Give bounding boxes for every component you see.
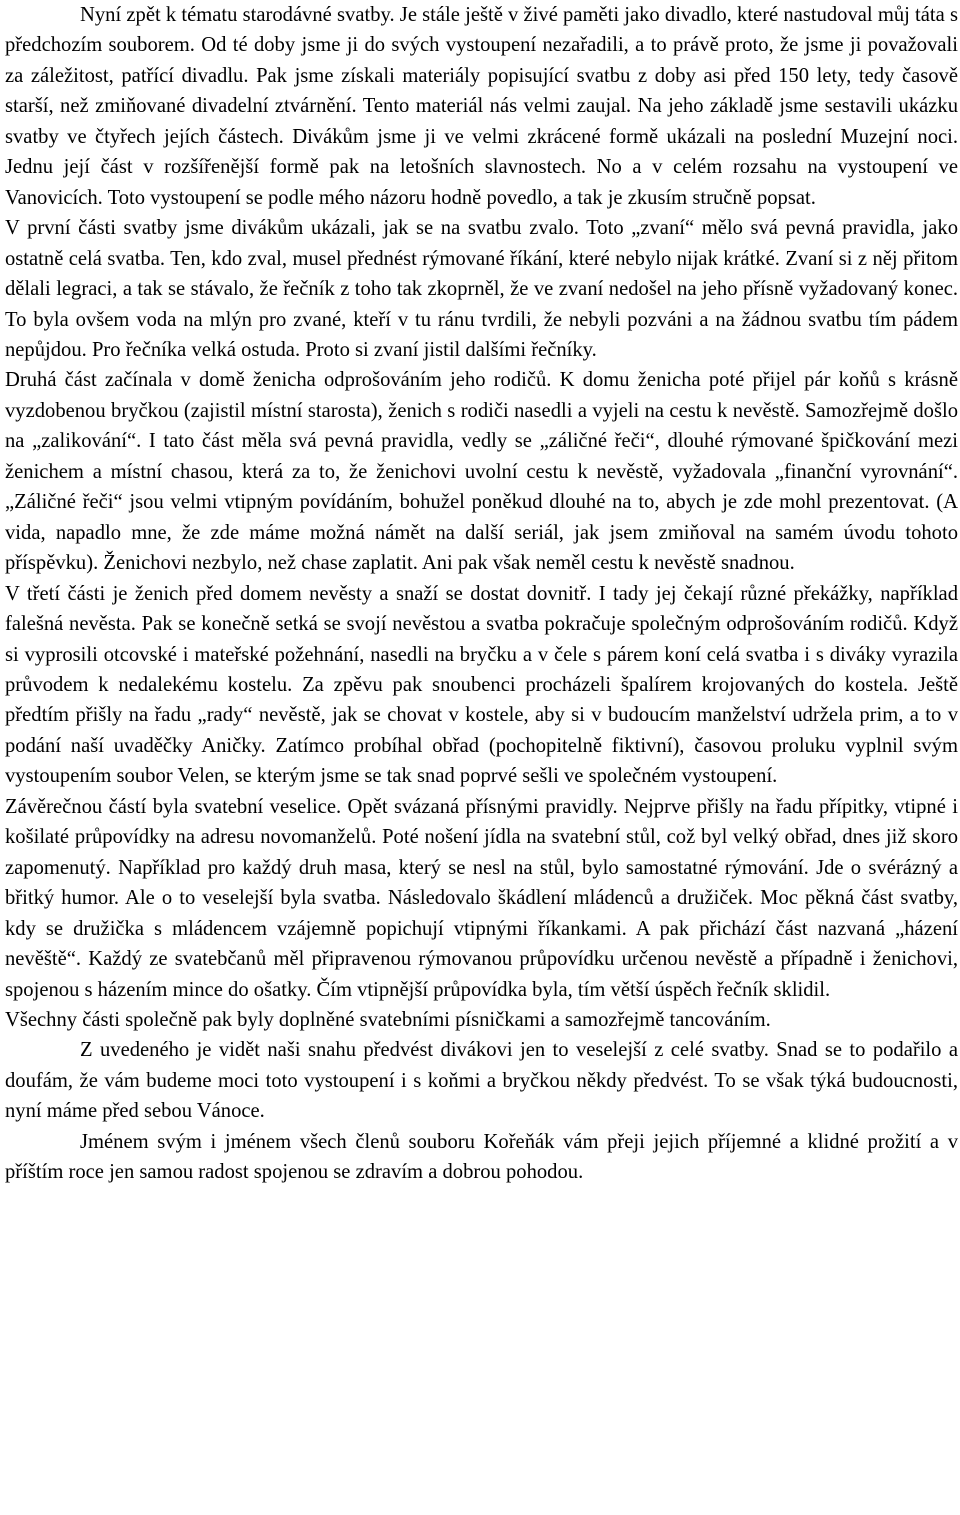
paragraph-part-four: Závěrečnou částí byla svatební veselice. Opět svázaná přísnými pravidly. Nejprve přišly na řadu přípitky, vtipné i košilaté průpovídky na adresu novomanželů. Poté nošení jídla na svatební stůl, což byl velký obřad, dnes již skoro zapomenutý. Například pro každý druh masa, který se nesl na stůl, bylo samostatné rýmování. Jde o svérázný a břitký humor. Ale o to veselejší byla svatba. Následovalo škádlení mládenců a družiček. Moc pěkná část svatby, kdy se družička s mládencem vzájemně popichují vtipnými říkankami. A pak přichází část nazvaná „házení nevěště“. Každý ze svatebčanů měl připravenou rýmovanou průpovídku určenou nevěstě a případně i ženichovi, spojenou s házením mince do ošatky. Čím vtipnější průpovídka byla, tím větší úspěch řečník sklidil. <box>5 795 958 1001</box>
paragraph-part-one: V první části svatby jsme divákům ukázali, jak se na svatbu zvalo. Toto „zvaní“ mělo svá pevná pravidla, jako ostatně celá svatba. Ten, kdo zval, musel přednést rýmované říkání, které nebylo nijak krátké. Zvaní si z něj přitom dělali legraci, a tak se stávalo, že řečník z toho tak zkoprněl, že ve zvaní nedošel na jeho přísně vyžadovaný konec. To byla ovšem voda na mlýn pro zvané, kteří v tu ránu tvrdili, že nebyli pozváni a na žádnou svatbu tím pádem nepůjdou. Pro řečníka velká ostuda. Proto si zvaní jistil dalšími řečníky. <box>5 217 958 361</box>
paragraph-part-three: V třetí části je ženich před domem nevěsty a snaží se dostat dovnitř. I tady jej čekají různé překážky, například falešná nevěsta. Pak se konečně setká se svojí nevěstou a svatba pokračuje společným odprošováním rodičů. Když si vyprosili otcovské i mateřské požehnání, nasedli na bryčku a v čele s párem koní celá svatba i s diváky vyrazila průvodem k nedalekému kostelu. Za zpěvu pak snoubenci procházeli špalírem krojovaných do kostela. Ještě předtím přišly na řadu „rady“ nevěstě, jak se chovat v kostele, aby si v budoucím manželství udržela prim, a to v podání naší uvaděčky Aničky. Zatímco probíhal obřad (pochopitelně fiktivní), časovou proluku vyplnil svým vystoupením soubor Velen, se kterým jsme se tak snad poprvé sešli ve společném vystoupení. <box>5 582 958 788</box>
paragraph-conclusion: Z uvedeného je vidět naši snahu předvést divákovi jen to veselejší z celé svatby. Snad se to podařilo a doufám, že vám budeme moci toto vystoupení i s koňmi a bryčkou někdy předvést. To se však týká budoucnosti, nyní máme před sebou Vánoce. <box>5 1039 958 1123</box>
paragraph-intro: Nyní zpět k tématu starodávné svatby. Je stále ještě v živé paměti jako divadlo, které nastudoval můj táta s předchozím souborem. Od té doby jsme ji do svých vystoupení nezařadili, a to právě proto, že jsme ji považovali za záležitost, patřící divadlu. Pak jsme získali materiály popisující svatbu z doby asi před 150 lety, tedy časově starší, než zmiňované divadelní ztvárnění. Tento materiál nás velmi zaujal. Na jeho základě jsme sestavili ukázku svatby ve čtyřech jejích částech. Divákům jsme ji ve velmi zkrácené formě ukázali na poslední Muzejní noci. Jednu její část v rozšířenější formě pak na letošních slavnostech. No a v celém rozsahu na vystoupení ve Vanovicích. Toto vystoupení se podle mého názoru hodně povedlo, a tak je zkusím stručně popsat. <box>5 4 958 209</box>
paragraph-songs: Všechny části společně pak byly doplněné svatebními písničkami a samozřejmě tancováním. <box>5 1008 771 1031</box>
paragraph-part-two: Druhá část začínala v domě ženicha odprošováním jeho rodičů. K domu ženicha poté přijel pár koňů s krásně vyzdobenou bryčkou (zajistil místní starosta), ženich s rodiči nasedli a vyjeli na cestu k nevěstě. Samozřejmě došlo na „zalikování“. I tato část měla svá pevná pravidla, vedly se „záličné řeči“, dlouhé rýmované špičkování mezi ženichem a místní chasou, která za to, že ženichovi uvolní cestu k nevěstě, vyžadovala „finanční vyrovnání“. „Záličné řeči“ jsou velmi vtipným povídáním, bohužel poněkud dlouhé na to, abych je zde mohl prezentovat. (A vida, napadlo mne, že zde máme možná námět na další seriál, jak jsem zmiňoval na samém úvodu tohoto příspěvku). Ženichovi nezbylo, než chase zaplatit. Ani pak však neměl cestu k nevěstě snadnou. <box>5 369 958 575</box>
paragraph-greeting: Jménem svým i jménem všech členů souboru Kořeňák vám přeji jejich příjemné a klidné prožití a v příštím roce jen samou radost spojenou se zdravím a dobrou pohodou. <box>5 1130 958 1184</box>
